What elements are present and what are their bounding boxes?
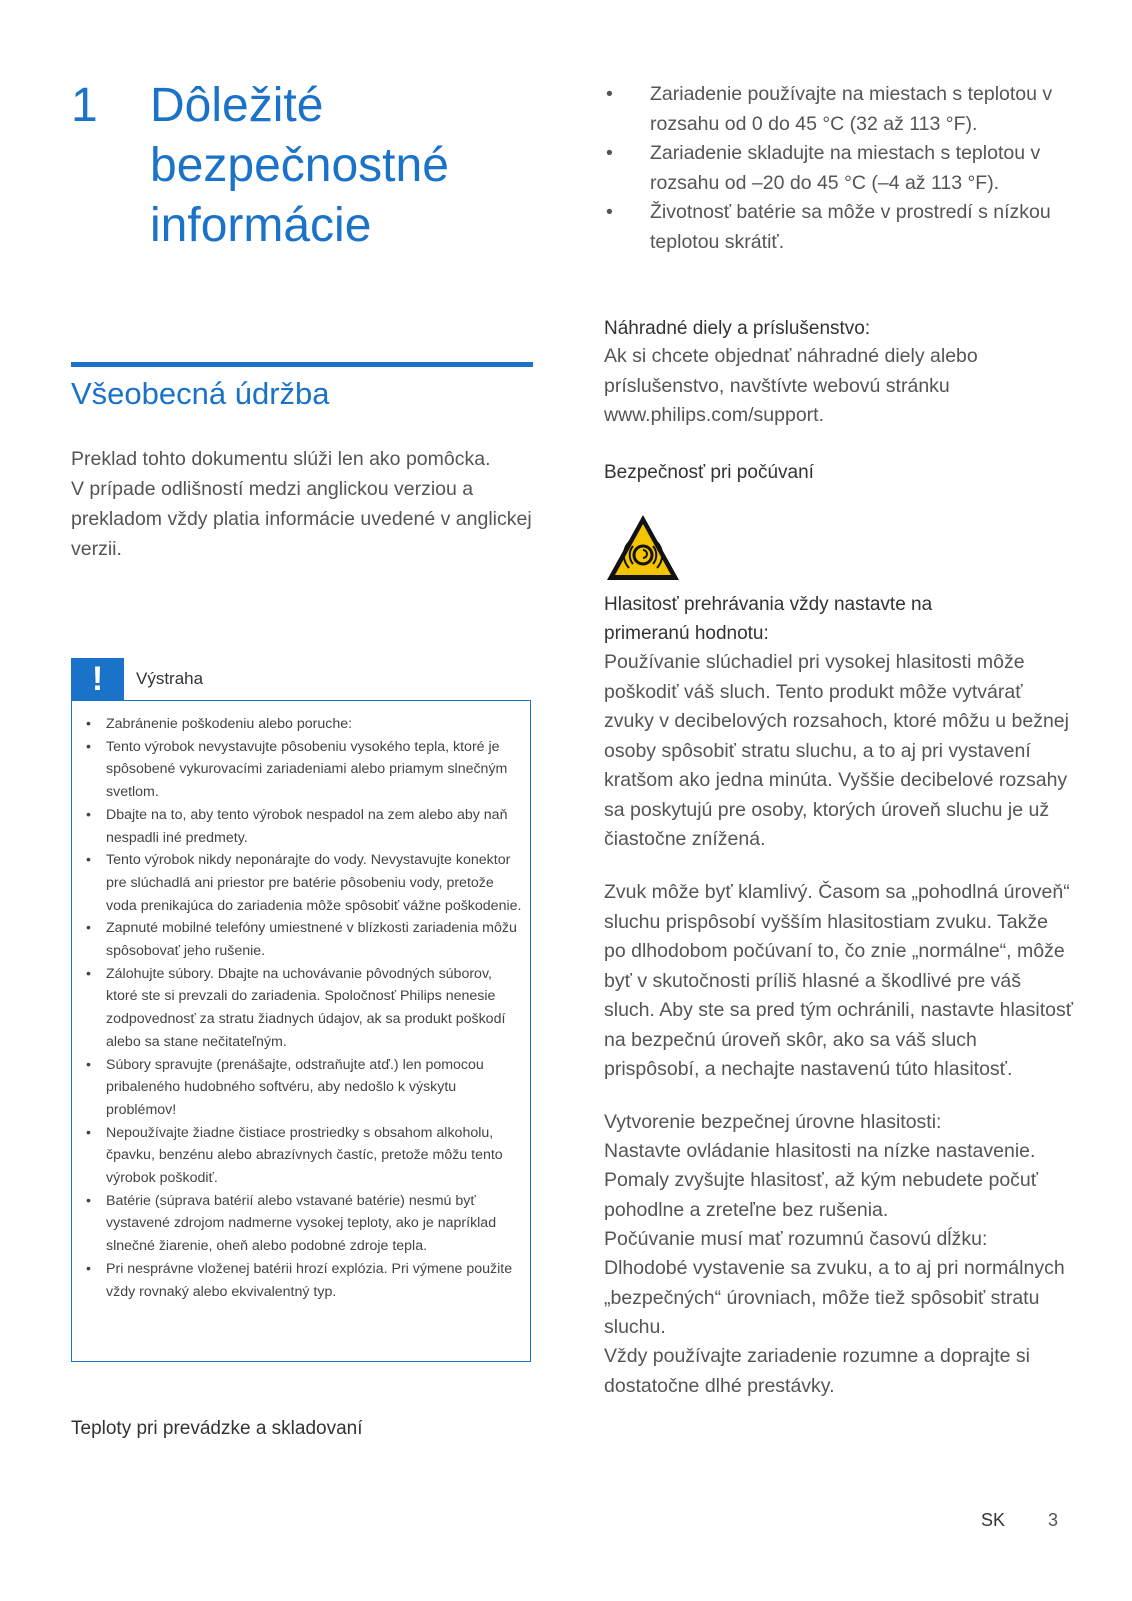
temperature-item: • Životnosť batérie sa môže v prostredí s nízkou teplotou skrátiť. xyxy=(604,198,1074,257)
parts-text: Ak si chcete objednať náhradné diely alebo príslušenstvo, navštívte webovú stránku www.philips.com/support. xyxy=(604,345,978,426)
hearing-paragraph: Vždy používajte zariadenie rozumne a doprajte si dostatočne dlhé prestávky. xyxy=(604,1345,1030,1397)
section-title: Všeobecná údržba xyxy=(71,376,330,411)
warning-item: • Zabránenie poškodeniu alebo poruche: xyxy=(84,713,522,736)
temperature-item: • Zariadenie používajte na miestach s teplotou v rozsahu od 0 do 45 °C (32 až 113 °F). xyxy=(604,80,1074,139)
warning-item: • Pri nesprávne vloženej batérii hrozí explózia. Pri výmene použite vždy rovnaký alebo ekvivalentný typ. xyxy=(84,1258,522,1303)
warning-item: • Batérie (súprava batérií alebo vstavané batérie) nesmú byť vystavené zdrojom nadmerne vysokej teploty, ako je napríklad slnečné žiarenie, oheň alebo podobné zdroje tepla. xyxy=(84,1190,522,1258)
warning-label: Výstraha xyxy=(136,669,204,688)
page-number: 3 xyxy=(1048,1510,1059,1530)
warning-box xyxy=(71,700,531,1362)
warning-item: • Súbory spravujte (prenášajte, odstraňujte atď.) len pomocou pribaleného hudobného softvéru, aby nedošlo k výskytu problémov! xyxy=(84,1054,522,1122)
warning-item: • Zapnuté mobilné telefóny umiestnené v blízkosti zariadenia môžu spôsobovať jeho rušenie. xyxy=(84,917,522,962)
hearing-paragraph: Dlhodobé vystavenie sa zvuku, a to aj pri normálnych „bezpečných“ úrovniach, môže tiež spôsobiť stratu sluchu. xyxy=(604,1257,1065,1338)
temperature-item: • Zariadenie skladujte na miestach s teplotou v rozsahu od –20 do 45 °C (–4 až 113 °F). xyxy=(604,139,1074,198)
parts-heading: Náhradné diely a príslušenstvo: xyxy=(604,318,871,339)
section-divider xyxy=(71,362,533,367)
hearing-paragraph: Vytvorenie bezpečnej úrovne hlasitosti: xyxy=(604,1111,942,1133)
temperature-list xyxy=(604,80,1074,257)
exclamation-icon: ! xyxy=(71,658,124,700)
warning-list xyxy=(84,713,522,1303)
hearing-warning-icon xyxy=(604,512,682,584)
intro-paragraph: V prípade odlišností medzi anglickou verziou a prekladom vždy platia informácie uvedené v anglickej verzii. xyxy=(71,478,532,560)
intro-text xyxy=(71,444,533,564)
warning-item: • Tento výrobok nikdy neponárajte do vody. Nevystavujte konektor pre slúchadlá ani priestor pre batérie pôsobeniu vody, pretože voda prenikajúca do zariadenia môže spôsobiť vážne poškodenie. xyxy=(84,849,522,917)
warning-item: • Zálohujte súbory. Dbajte na uchovávanie pôvodných súborov, ktoré ste si prevzali do zariadenia. Spoločnosť Philips nenesie zodpovednosť za stratu žiadnych údajov, ak sa produkt poškodí alebo sa stane nečitateľným. xyxy=(84,963,522,1054)
hearing-paragraph: Nastavte ovládanie hlasitosti na nízke nastavenie. xyxy=(604,1140,1036,1162)
hearing-paragraph: Používanie slúchadiel pri vysokej hlasitosti môže poškodiť váš sluch. Tento produkt môže vytvárať zvuky v decibelových rozsahoch, ktoré môžu u bežnej osoby spôsobiť stratu sluchu, a to aj pri vystavení kratšom ako jedna minúta. Vyššie decibelové rozsahy sa poskytujú pre osoby, ktorých úroveň sluchu je už čiastočne znížená. xyxy=(604,651,1069,850)
hearing-paragraph: Zvuk môže byť klamlivý. Časom sa „pohodlná úroveň“ sluchu prispôsobí vyšším hlasitostiam zvuku. Takže po dlhodobom počúvaní to, čo znie „normálne“, môže byť v skutočnosti príliš hlasné a škodlivé pre váš sluch. Aby ste sa pred tým ochránili, nastavte hlasitosť na bezpečnú úroveň skôr, ako sa váš sluch prispôsobí, a nechajte nastavenú túto hlasitosť. xyxy=(604,881,1074,1080)
temperature-heading: Teploty pri prevádzke a skladovaní xyxy=(71,1418,363,1439)
hearing-paragraph: Počúvanie musí mať rozumnú časovú dĺžku: xyxy=(604,1228,988,1250)
chapter-number: 1 xyxy=(71,79,98,132)
volume-heading: Hlasitosť prehrávania vždy nastavte na primeranú hodnotu: xyxy=(604,594,933,644)
warning-item: • Nepoužívajte žiadne čistiace prostriedky s obsahom alkoholu, čpavku, benzénu alebo abrazívnych častíc, pretože môžu tento výrobok poškodiť. xyxy=(84,1122,522,1190)
warning-header xyxy=(71,658,533,700)
hearing-paragraph: Pomaly zvyšujte hlasitosť, až kým nebudete počuť pohodlne a zreteľne bez rušenia. xyxy=(604,1169,1039,1221)
warning-item: • Tento výrobok nevystavujte pôsobeniu vysokého tepla, ktoré je spôsobené vykurovacími zariadeniami alebo priamym slnečným svetlom. xyxy=(84,736,522,804)
language-code: SK xyxy=(981,1510,1006,1530)
hearing-heading: Bezpečnosť pri počúvaní xyxy=(604,462,814,483)
intro-paragraph: Preklad tohto dokumentu slúži len ako pomôcka. xyxy=(71,448,491,470)
warning-item: • Dbajte na to, aby tento výrobok nespadol na zem alebo aby naň nespadli iné predmety. xyxy=(84,804,522,849)
chapter-title: Dôležité bezpečnostné informácie xyxy=(150,79,449,252)
